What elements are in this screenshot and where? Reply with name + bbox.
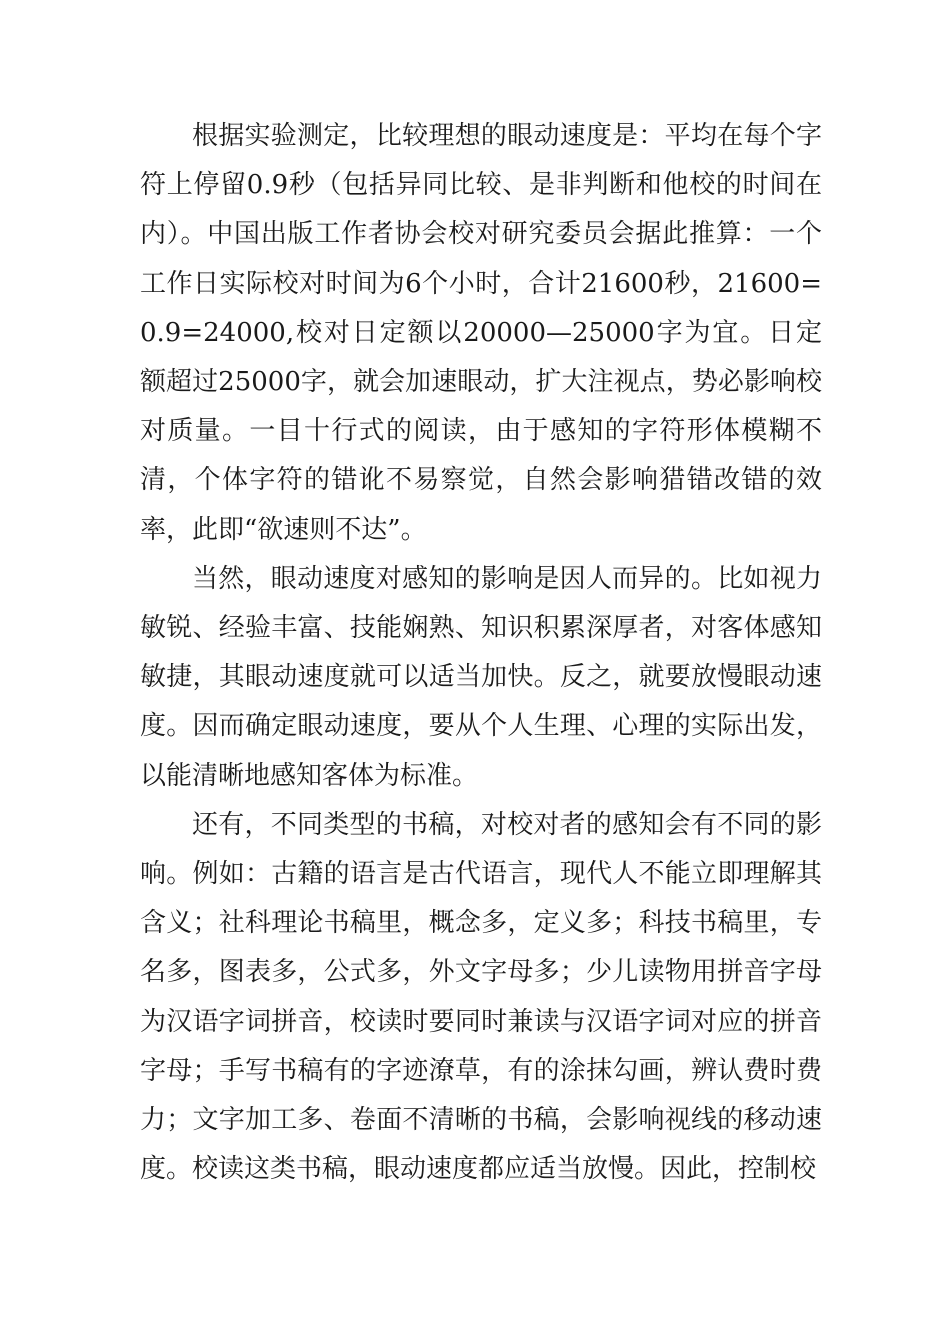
paragraph-eye-movement-speed: 根据实验测定，比较理想的眼动速度是：平均在每个字符上停留0.9秒（包括异同比较、是非判断和他校的时间在内）。中国出版工作者协会校对研究委员会据此推算：一个工作日实际校对时间为6个小时，合计21600秒，21600=0.9=24000,校对日定额以20000—25000字为宜。日定额超过25000字，就会加速眼动，扩大注视点，势必影响校对质量。一目十行式的阅读，由于感知的字符形体模糊不清，个体字符的错讹不易察觉，自然会影响猎错改错的效率，此即“欲速则不达”。 [140,121,822,545]
paragraph-manuscript-types: 还有，不同类型的书稿，对校对者的感知会有不同的影响。例如：古籍的语言是古代语言，现代人不能立即理解其含义；社科理论书稿里，概念多，定义多；科技书稿里，专名多，图表多，公式多，外文字母多；少儿读物用拼音字母为汉语字词拼音，校读时要同时兼读与汉语字词对应的拼音字母；手写书稿有的字迹潦草，有的涂抹勾画，辨认费时费力；文字加工多、卷面不清晰的书稿，会影响视线的移动速度。校读这类书稿，眼动速度都应适当放慢。因此，控制校 [140,809,822,1185]
document-page [140,112,822,1194]
paragraph-individual-differences: 当然，眼动速度对感知的影响是因人而异的。比如视力敏锐、经验丰富、技能娴熟、知识积累深厚者，对客体感知敏捷，其眼动速度就可以适当加快。反之，就要放慢眼动速度。因而确定眼动速度，要从个人生理、心理的实际出发，以能清晰地感知客体为标准。 [140,563,822,791]
